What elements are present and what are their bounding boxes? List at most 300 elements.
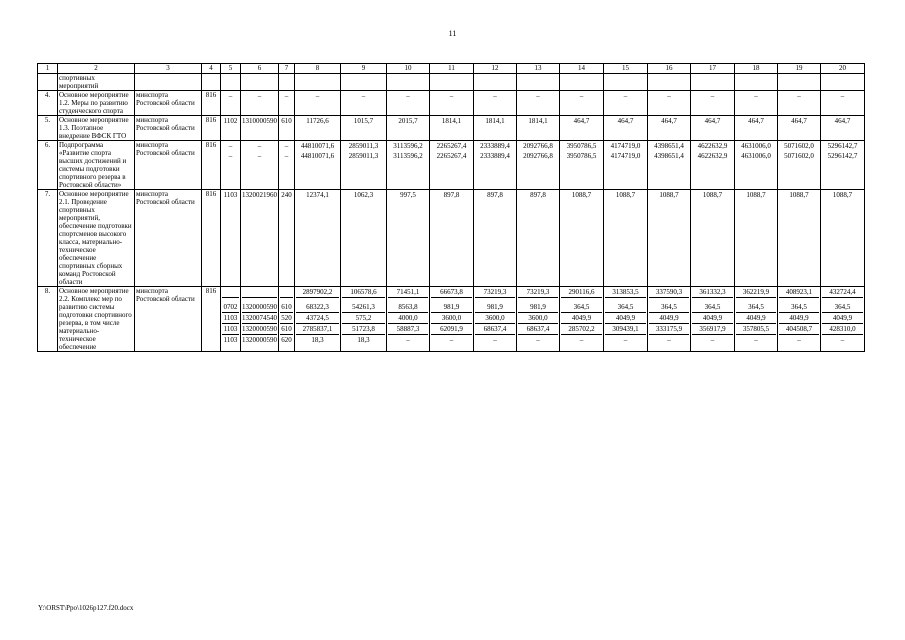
amount-cell xyxy=(604,141,648,190)
amount-cell-value: 71451,1 xyxy=(388,287,428,298)
header-cell: 9 xyxy=(341,64,387,74)
expense-code-value: 620 xyxy=(281,336,292,344)
amount-cell xyxy=(341,116,387,141)
header-cell: 4 xyxy=(202,64,221,74)
section-code-value: 1103 xyxy=(223,314,238,322)
empty-cell xyxy=(430,74,474,91)
amount-cell-value: 464,7 xyxy=(791,117,807,125)
amount-cell xyxy=(821,141,865,190)
amount-cell xyxy=(821,116,865,141)
file-path-footer: Y:\ORST\Ppo\1026p127.f20.docx xyxy=(38,604,134,612)
amount-cell-value: 68637,4 xyxy=(518,324,558,335)
amount-cell-value: 4049,9 xyxy=(561,313,602,324)
empty-cell xyxy=(560,74,604,91)
amount-cell-value: 1814,1 xyxy=(528,117,548,125)
empty-cell xyxy=(38,74,58,91)
amount-cell-value: 357805,5 xyxy=(736,324,776,335)
amount-cell-value: – xyxy=(754,92,758,100)
amount-cell xyxy=(691,190,735,287)
expense-code-value: 520 xyxy=(281,314,292,322)
amount-cell-value: 5071602,0 xyxy=(784,152,814,160)
amount-cell-value: 66673,8 xyxy=(431,287,472,298)
header-row xyxy=(38,64,865,74)
row-name: Основное мероприятие 1.3. Поэтапное внедрение ВФСК ГТО xyxy=(58,116,135,141)
expense-code-value: 610 xyxy=(281,117,292,125)
expense-code-value: – xyxy=(284,152,289,160)
amount-cell xyxy=(648,141,691,190)
target-code-value: 1320074540 xyxy=(242,314,277,322)
header-cell: 5 xyxy=(221,64,241,74)
table-row-continued xyxy=(38,74,865,91)
header-cell: 12 xyxy=(474,64,517,74)
amount-cell-value: – xyxy=(797,92,801,100)
section-code-value: 1102 xyxy=(223,117,238,125)
amount-cell-value: 464,7 xyxy=(573,117,590,125)
header-cell: 11 xyxy=(430,64,474,74)
amount-cell-value: 464,7 xyxy=(834,117,851,125)
amount-cell-value: 364,5 xyxy=(779,302,819,313)
header-cell: 17 xyxy=(691,64,735,74)
amount-cell-value: 981,9 xyxy=(431,302,472,313)
empty-cell xyxy=(279,74,295,91)
expense-code xyxy=(279,116,295,141)
amount-cell-value: 43724,5 xyxy=(296,313,339,324)
target-code-value: – xyxy=(257,152,262,160)
grbs-code: 816 xyxy=(202,190,221,287)
empty-cell xyxy=(341,74,387,91)
header-cell: 6 xyxy=(241,64,279,74)
amount-cell-value: – xyxy=(579,336,584,344)
amount-cell xyxy=(691,91,735,116)
amount-cell-value: 5071602,0 xyxy=(784,142,814,150)
amount-cell-value: 3950786,5 xyxy=(566,152,597,160)
amount-cell-value: 3113596,2 xyxy=(393,152,423,160)
empty-cell xyxy=(241,74,279,91)
executor: минспорта Ростовской области xyxy=(135,287,202,352)
amount-cell xyxy=(387,91,430,116)
amount-cell-value: 1088,7 xyxy=(702,191,723,199)
amount-cell-value: 62091,9 xyxy=(431,324,472,335)
amount-cell-value: 4174719,0 xyxy=(610,142,641,150)
amount-cell xyxy=(474,190,517,287)
target-code-value: 1320021960 xyxy=(242,191,277,199)
empty-cell xyxy=(474,74,517,91)
amount-cell-value: 4631006,0 xyxy=(741,142,771,150)
amount-cell-value: 1015,7 xyxy=(353,117,374,125)
amount-cell-value: 1088,7 xyxy=(746,191,766,199)
amount-cell-value: 11726,6 xyxy=(306,117,329,125)
amount-cell-value: 428310,0 xyxy=(822,324,863,335)
amount-cell xyxy=(604,287,648,352)
amount-cell-value: 2092766,8 xyxy=(523,142,553,150)
amount-cell-value: 4622632,9 xyxy=(697,142,728,150)
row-name: Подпрограмма «Развитие спорта высших достижений и системы подготовки спортивного резерва в Ростовской области» xyxy=(58,141,135,190)
amount-cell-value: 364,5 xyxy=(605,302,646,313)
amount-cell xyxy=(604,91,648,116)
amount-cell-value: 464,7 xyxy=(617,117,634,125)
amount-cell xyxy=(735,116,778,141)
amount-cell-value: 2897902,2 xyxy=(296,287,339,298)
row-number: 8. xyxy=(38,287,58,352)
expense-code xyxy=(279,91,295,116)
amount-cell-value: 313853,5 xyxy=(605,287,646,298)
amount-cell-value: 3600,0 xyxy=(518,313,558,324)
amount-cell xyxy=(517,91,560,116)
header-cell: 13 xyxy=(517,64,560,74)
amount-cell-value: 285702,2 xyxy=(561,324,602,335)
amount-cell-value: – xyxy=(536,336,540,344)
amount-cell-value: – xyxy=(579,92,584,100)
empty-cell xyxy=(517,74,560,91)
table-row xyxy=(38,116,865,141)
amount-cell xyxy=(604,116,648,141)
expense-code-value: – xyxy=(284,142,289,150)
amount-cell-value: 4049,9 xyxy=(649,313,689,324)
section-code-value: 0702 xyxy=(223,303,238,311)
amount-cell-value: 2859011,3 xyxy=(348,142,379,150)
amount-cell-value: 58887,3 xyxy=(388,324,428,335)
amount-cell-value: 1062,3 xyxy=(353,191,374,199)
amount-cell-value: 68322,3 xyxy=(296,302,339,313)
amount-cell xyxy=(778,190,821,287)
amount-cell-value: 981,9 xyxy=(475,302,515,313)
amount-cell xyxy=(387,116,430,141)
section-code-value: 1103 xyxy=(223,191,238,199)
table-row xyxy=(38,141,865,190)
executor: минспорта Ростовской области xyxy=(135,91,202,116)
amount-cell xyxy=(778,141,821,190)
target-code xyxy=(241,287,279,352)
empty-cell xyxy=(604,74,648,91)
amount-cell-value: 106578,6 xyxy=(342,287,385,298)
amount-cell xyxy=(430,141,474,190)
executor: минспорта Ростовской области xyxy=(135,141,202,190)
amount-cell xyxy=(648,116,691,141)
amount-cell-value: 4049,9 xyxy=(822,313,863,324)
amount-cell xyxy=(691,287,735,352)
expense-code-value: – xyxy=(284,92,289,100)
amount-cell-value: 364,5 xyxy=(692,302,733,313)
amount-cell-value: 4398651,4 xyxy=(654,142,684,150)
header-cell: 10 xyxy=(387,64,430,74)
target-code xyxy=(241,190,279,287)
target-code-value: – xyxy=(257,92,262,100)
budget-table xyxy=(37,63,865,352)
amount-cell xyxy=(517,190,560,287)
header-cell: 19 xyxy=(778,64,821,74)
empty-cell xyxy=(691,74,735,91)
amount-cell-value: – xyxy=(493,336,497,344)
amount-cell-value: 3600,0 xyxy=(475,313,515,324)
amount-cell xyxy=(560,287,604,352)
amount-cell xyxy=(295,287,341,352)
amount-cell xyxy=(517,141,560,190)
amount-cell xyxy=(430,91,474,116)
expense-code-value xyxy=(280,287,293,298)
amount-cell xyxy=(778,116,821,141)
amount-cell xyxy=(735,91,778,116)
row-number: 4. xyxy=(38,91,58,116)
section-code xyxy=(221,116,241,141)
amount-cell-value: – xyxy=(710,92,715,100)
amount-cell-value: 432724,4 xyxy=(822,287,863,298)
amount-cell xyxy=(430,190,474,287)
empty-cell xyxy=(648,74,691,91)
target-code xyxy=(241,141,279,190)
amount-cell-value: – xyxy=(493,92,497,100)
amount-cell-value: 364,5 xyxy=(822,302,863,313)
amount-cell-value: 5296142,7 xyxy=(827,152,858,160)
amount-cell xyxy=(691,141,735,190)
amount-cell-value: 5296142,7 xyxy=(827,142,858,150)
row-name: Основное мероприятие 2.2. Комплекс мер по развитию системы подготовки спортивного резерва, в том числе материально-техническое обеспечение xyxy=(58,287,135,352)
amount-cell xyxy=(474,91,517,116)
empty-cell xyxy=(778,74,821,91)
amount-cell-value: 364,5 xyxy=(736,302,776,313)
amount-cell-value: – xyxy=(797,336,801,344)
empty-cell xyxy=(387,74,430,91)
amount-cell xyxy=(295,91,341,116)
amount-cell-value: – xyxy=(754,336,758,344)
amount-cell xyxy=(430,116,474,141)
amount-cell xyxy=(295,190,341,287)
expense-code xyxy=(279,141,295,190)
amount-cell-value: 2265267,4 xyxy=(436,152,467,160)
amount-cell-value: 2785837,1 xyxy=(296,324,339,335)
amount-cell xyxy=(778,91,821,116)
section-code-value: – xyxy=(228,152,233,160)
amount-cell-value: – xyxy=(623,336,628,344)
amount-cell-value: 68637,4 xyxy=(475,324,515,335)
header-cell: 2 xyxy=(58,64,135,74)
amount-cell-value: 290116,6 xyxy=(561,287,602,298)
amount-cell-value: – xyxy=(840,92,845,100)
target-code xyxy=(241,116,279,141)
amount-cell-value: 897,8 xyxy=(530,191,546,199)
header-cell: 1 xyxy=(38,64,58,74)
section-code-value: 1103 xyxy=(223,336,238,344)
target-code-value: 1310000590 xyxy=(242,117,277,125)
amount-cell-value: 4398651,4 xyxy=(654,152,684,160)
amount-cell-value: 362219,9 xyxy=(736,287,776,298)
amount-cell-value: 1088,7 xyxy=(659,191,679,199)
amount-cell xyxy=(560,116,604,141)
amount-cell xyxy=(295,116,341,141)
header-cell: 16 xyxy=(648,64,691,74)
amount-cell xyxy=(778,287,821,352)
amount-cell-value: – xyxy=(361,92,366,100)
section-code xyxy=(221,141,241,190)
expense-code-value: 240 xyxy=(281,191,292,199)
amount-cell-value: 3600,0 xyxy=(431,313,472,324)
table-row xyxy=(38,190,865,287)
row-name: Основное мероприятие 2.1. Проведение спортивных мероприятий, обеспечение подготовки спортсменов высокого класса, материально-техническое обеспечение спортивных сборных команд Ростовской области xyxy=(58,190,135,287)
empty-cell xyxy=(202,74,221,91)
amount-cell xyxy=(474,116,517,141)
header-cell: 7 xyxy=(279,64,295,74)
amount-cell xyxy=(387,141,430,190)
amount-cell-value: 333175,9 xyxy=(649,324,689,335)
amount-cell-value: 309439,1 xyxy=(605,324,646,335)
amount-cell-value: 356917,9 xyxy=(692,324,733,335)
amount-cell-value: 4174719,0 xyxy=(610,152,641,160)
target-code-value: 1320000590 xyxy=(242,336,277,344)
expense-code xyxy=(279,190,295,287)
target-code-value: – xyxy=(257,142,262,150)
target-code-value xyxy=(242,287,277,298)
amount-cell xyxy=(430,287,474,352)
amount-cell-value: – xyxy=(840,336,845,344)
amount-cell-value: – xyxy=(710,336,715,344)
executor: минспорта Ростовской области xyxy=(135,116,202,141)
amount-cell-value: 4049,9 xyxy=(692,313,733,324)
target-code-value: 1320000590 xyxy=(242,325,277,333)
grbs-code: 816 xyxy=(202,116,221,141)
amount-cell-value: 897,8 xyxy=(487,191,503,199)
amount-cell-value: 18,3 xyxy=(311,336,324,344)
amount-cell xyxy=(821,190,865,287)
amount-cell xyxy=(387,287,430,352)
header-cell: 15 xyxy=(604,64,648,74)
amount-cell xyxy=(387,190,430,287)
amount-cell-value: – xyxy=(406,92,410,100)
amount-cell-value: 54261,3 xyxy=(342,302,385,313)
amount-cell-value: 18,3 xyxy=(357,336,370,344)
section-code xyxy=(221,190,241,287)
amount-cell-value: 2333889,4 xyxy=(480,152,510,160)
executor: минспорта Ростовской области xyxy=(135,190,202,287)
section-code-value: 1103 xyxy=(223,325,238,333)
amount-cell xyxy=(648,190,691,287)
amount-cell-value: – xyxy=(667,336,671,344)
row-number: 6. xyxy=(38,141,58,190)
row-number: 5. xyxy=(38,116,58,141)
amount-cell-value: 73219,3 xyxy=(475,287,515,298)
amount-cell-value: 404508,7 xyxy=(779,324,819,335)
amount-cell-value: 1814,1 xyxy=(485,117,505,125)
amount-cell xyxy=(341,190,387,287)
amount-cell-value: 464,7 xyxy=(661,117,677,125)
amount-cell-value: 1814,1 xyxy=(441,117,462,125)
amount-cell-value: 2333889,4 xyxy=(480,142,510,150)
amount-cell xyxy=(560,141,604,190)
amount-cell-value: 897,8 xyxy=(443,191,460,199)
amount-cell-value: – xyxy=(449,336,454,344)
expense-code-value: 610 xyxy=(281,303,292,311)
section-code xyxy=(221,91,241,116)
amount-cell-value: 4622632,9 xyxy=(697,152,728,160)
amount-cell xyxy=(560,91,604,116)
amount-cell-value: 464,7 xyxy=(748,117,764,125)
amount-cell-value: 1088,7 xyxy=(615,191,636,199)
header-cell: 3 xyxy=(135,64,202,74)
empty-cell xyxy=(295,74,341,91)
amount-cell xyxy=(735,141,778,190)
amount-cell xyxy=(517,287,560,352)
amount-cell xyxy=(474,287,517,352)
grbs-code: 816 xyxy=(202,91,221,116)
amount-cell-value: 2015,7 xyxy=(398,117,418,125)
amount-cell-value: – xyxy=(536,92,540,100)
amount-cell xyxy=(517,116,560,141)
table-row xyxy=(38,287,865,352)
amount-cell-value: 44810071,6 xyxy=(300,142,335,150)
expense-code-value: 610 xyxy=(281,325,292,333)
grbs-code: 816 xyxy=(202,141,221,190)
amount-cell-value: – xyxy=(667,92,671,100)
target-code xyxy=(241,91,279,116)
amount-cell-value: 3950786,5 xyxy=(566,142,597,150)
grbs-code: 816 xyxy=(202,287,221,352)
header-cell: 18 xyxy=(735,64,778,74)
amount-cell-value: 4631006,0 xyxy=(741,152,771,160)
amount-cell-value: 2265267,4 xyxy=(436,142,467,150)
amount-cell-value: 2859011,3 xyxy=(348,152,379,160)
section-code-value: – xyxy=(228,142,233,150)
row-name: Основное мероприятие 1.2. Меры по развитию студенческого спорта xyxy=(58,91,135,116)
amount-cell-value: – xyxy=(449,92,454,100)
section-code xyxy=(221,287,241,352)
amount-cell xyxy=(341,91,387,116)
row-name: спортивных мероприятий xyxy=(58,74,135,91)
amount-cell-value: 364,5 xyxy=(561,302,602,313)
amount-cell-value: 8563,8 xyxy=(388,302,428,313)
amount-cell xyxy=(474,141,517,190)
amount-cell-value: 408923,1 xyxy=(779,287,819,298)
amount-cell-value: 1088,7 xyxy=(832,191,853,199)
amount-cell xyxy=(735,287,778,352)
amount-cell-value: – xyxy=(406,336,410,344)
amount-cell xyxy=(341,141,387,190)
empty-cell xyxy=(135,74,202,91)
amount-cell xyxy=(295,141,341,190)
amount-cell-value: 2092766,8 xyxy=(523,152,553,160)
amount-cell-value: 575,2 xyxy=(342,313,385,324)
amount-cell-value: – xyxy=(623,92,628,100)
amount-cell-value: 4000,0 xyxy=(388,313,428,324)
amount-cell-value: – xyxy=(315,92,320,100)
amount-cell-value: 364,5 xyxy=(649,302,689,313)
header-cell: 14 xyxy=(560,64,604,74)
amount-cell-value: 1088,7 xyxy=(789,191,809,199)
amount-cell-value: 73219,3 xyxy=(518,287,558,298)
amount-cell xyxy=(821,91,865,116)
amount-cell-value: 4049,9 xyxy=(779,313,819,324)
amount-cell xyxy=(604,190,648,287)
target-code-value: 1320000590 xyxy=(242,303,277,311)
empty-cell xyxy=(735,74,778,91)
header-cell: 8 xyxy=(295,64,341,74)
amount-cell-value: 361332,3 xyxy=(692,287,733,298)
expense-code xyxy=(279,287,295,352)
table-row xyxy=(38,91,865,116)
amount-cell xyxy=(735,190,778,287)
amount-cell-value: 997,5 xyxy=(400,191,416,199)
row-number: 7. xyxy=(38,190,58,287)
amount-cell-value: 1088,7 xyxy=(571,191,592,199)
empty-cell xyxy=(821,74,865,91)
amount-cell-value: 464,7 xyxy=(704,117,721,125)
amount-cell-value: 3113596,2 xyxy=(393,142,423,150)
amount-cell-value: 981,9 xyxy=(518,302,558,313)
amount-cell-value: 4049,9 xyxy=(736,313,776,324)
amount-cell-value: 12374,1 xyxy=(306,191,329,199)
amount-cell xyxy=(821,287,865,352)
amount-cell xyxy=(341,287,387,352)
amount-cell xyxy=(560,190,604,287)
amount-cell-value: 51723,8 xyxy=(342,324,385,335)
amount-cell-value: 44810071,6 xyxy=(300,152,335,160)
